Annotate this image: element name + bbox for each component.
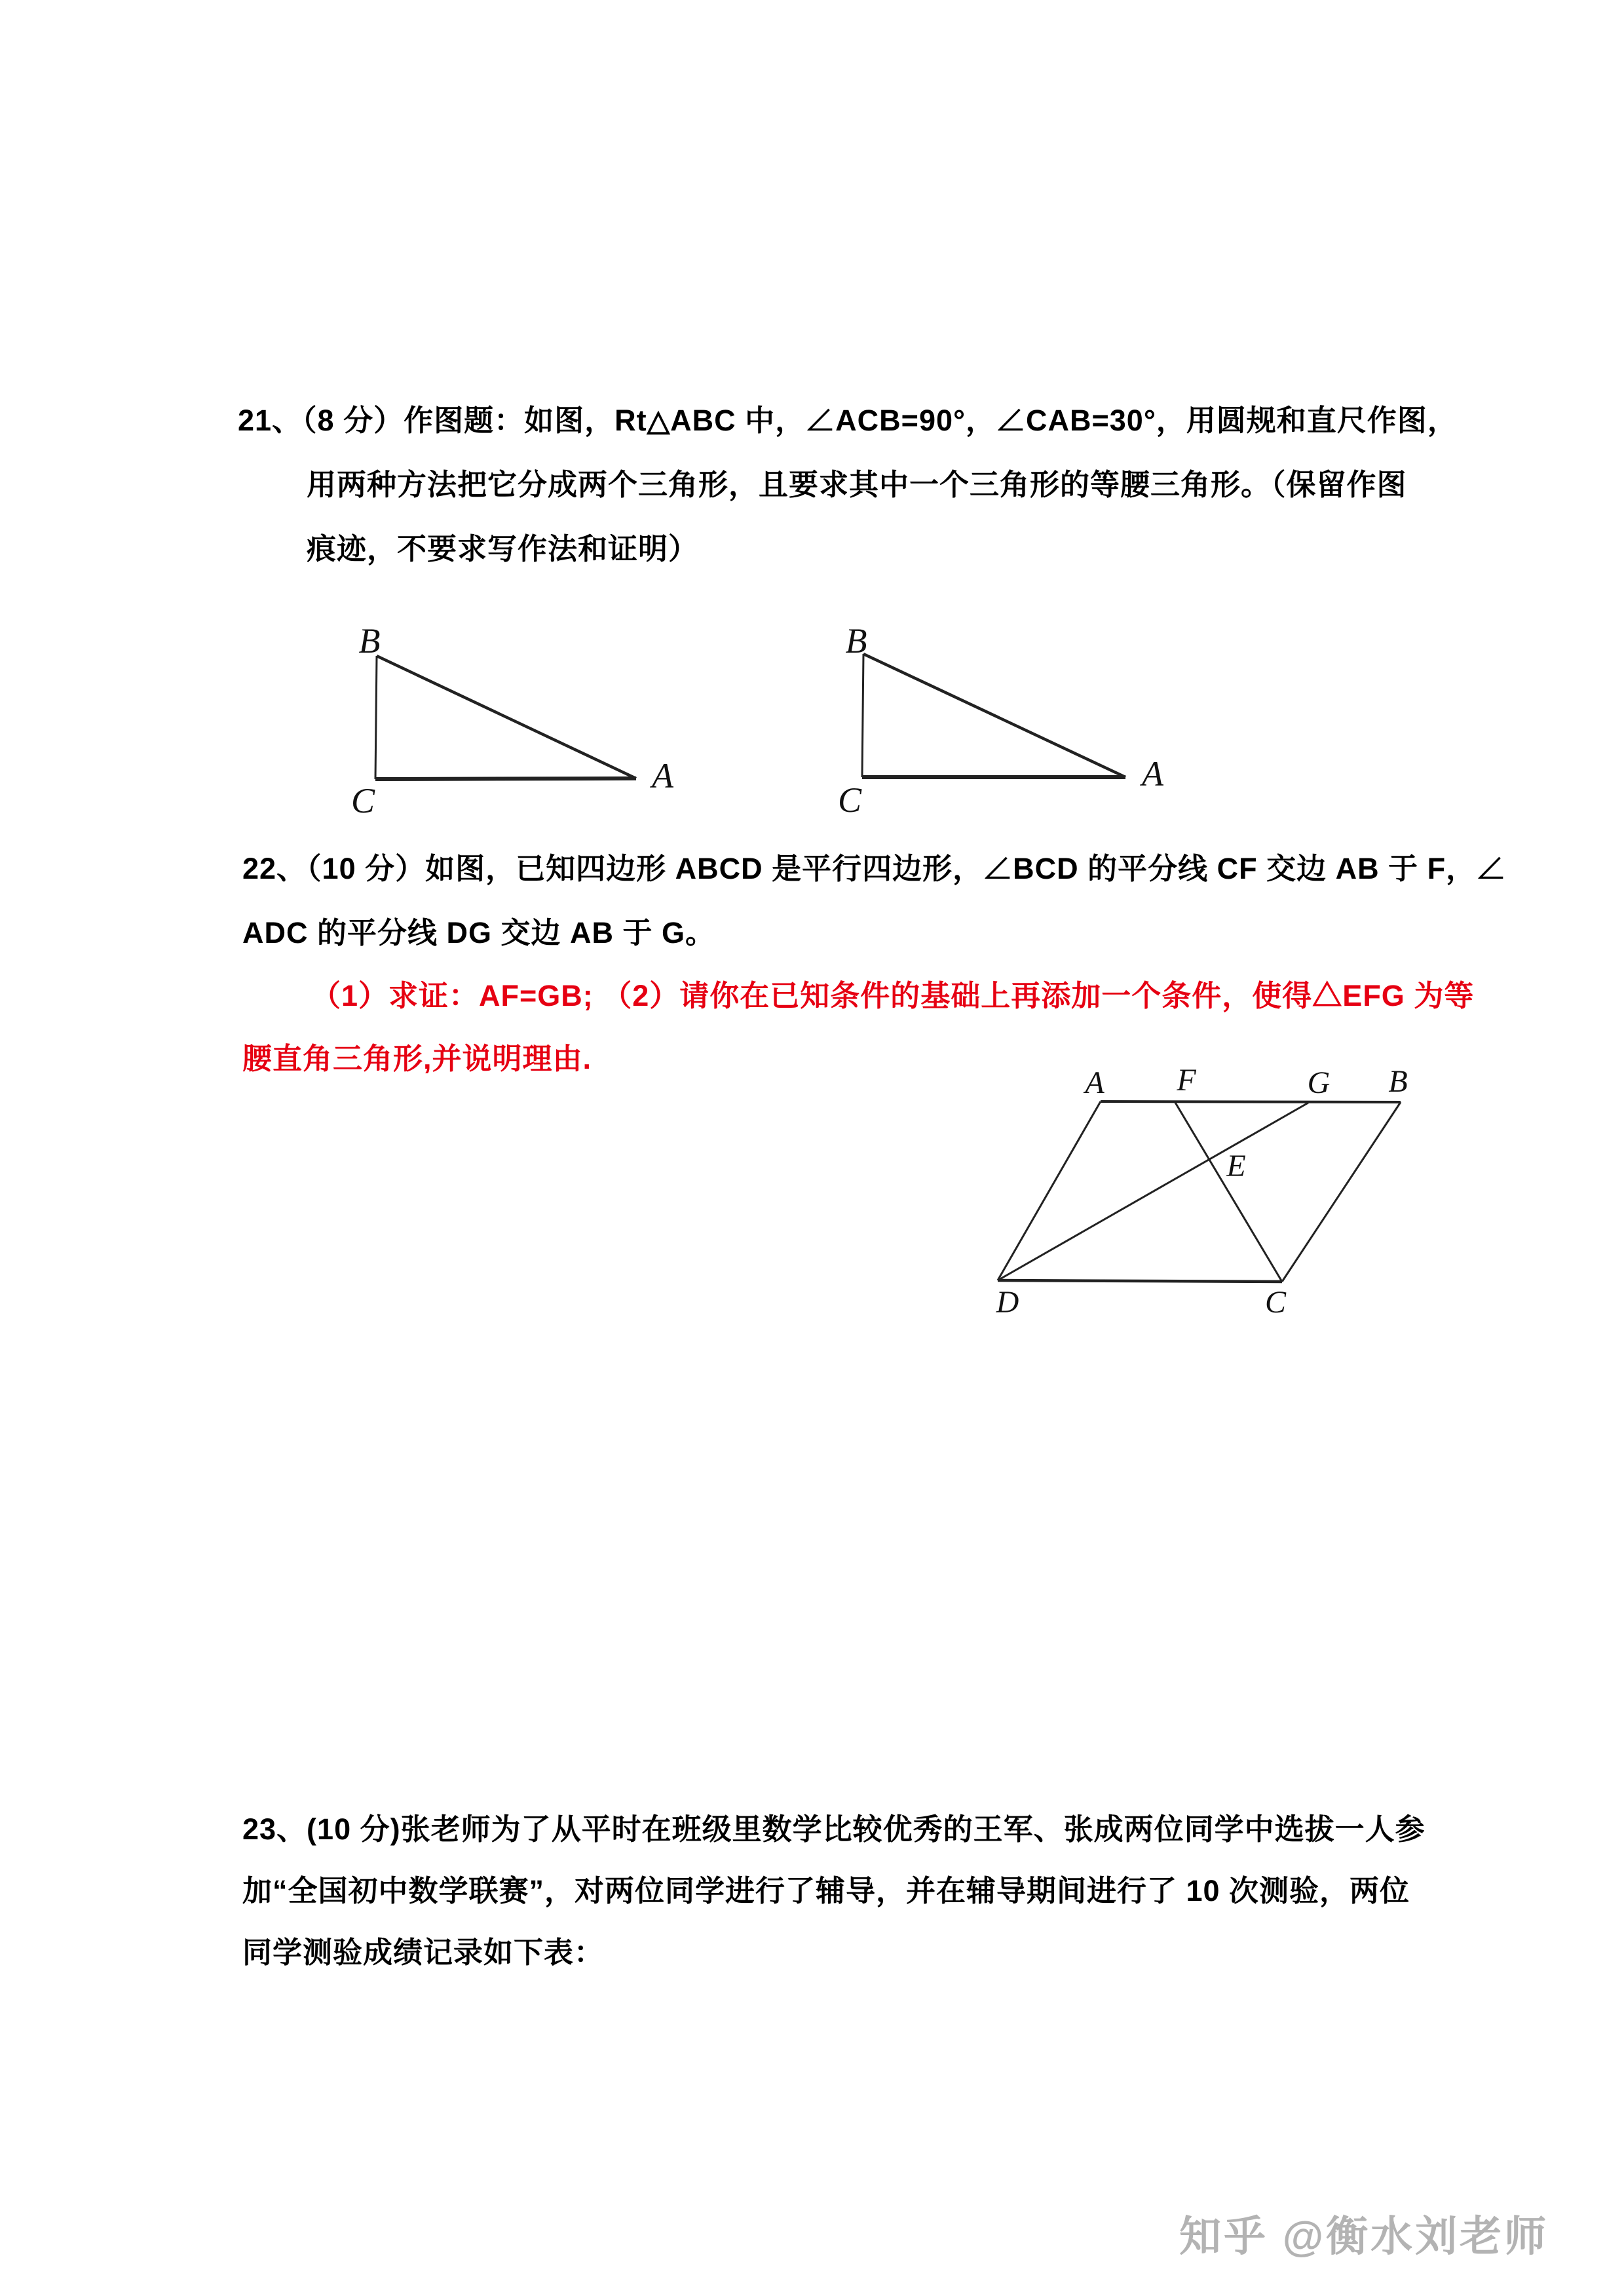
point-label-f: F: [1177, 1063, 1196, 1098]
triangle-left-side-ca: [375, 778, 636, 779]
triangle-right-side-bc: [862, 654, 863, 777]
point-label-g: G: [1307, 1065, 1331, 1100]
question-22-subquestions-red-line-2: 腰直角三角形,并说明理由.: [242, 1042, 592, 1075]
question-21-line-2: 用两种方法把它分成两个三角形，且要求其中一个三角形的等腰三角形。（保留作图: [307, 468, 1407, 501]
question-23-line-3: 同学测验成绩记录如下表：: [242, 1936, 605, 1969]
triangle-left: [351, 621, 674, 820]
question-21-line-3: 痕迹，不要求写作法和证明）: [307, 532, 699, 565]
question-23-line-1: 23、(10 分)张老师为了从平时在班级里数学比较优秀的王军、张成两位同学中选拔一人参: [242, 1812, 1426, 1846]
q21-construction-figure: [328, 609, 1179, 826]
q22-parallelogram-figure: [943, 1058, 1454, 1333]
question-22-subquestions-red-line-1: （1）求证：AF=GB; （2）请你在已知条件的基础上再添加一个条件，使得△EFG 为等: [311, 979, 1475, 1012]
question-23-line-2: 加“全国初中数学联赛”，对两位同学进行了辅导，并在辅导期间进行了 10 次测验，两位: [242, 1874, 1410, 1907]
vertex-label-b: B: [845, 621, 867, 660]
vertex-label-c: C: [350, 781, 375, 820]
parallelogram-side-ab: [1101, 1101, 1401, 1102]
triangle-right-hypotenuse-ba: [863, 654, 1125, 777]
vertex-label-a: A: [1142, 754, 1163, 794]
vertex-label-b: B: [358, 621, 381, 660]
bisector-cf: [1175, 1101, 1282, 1282]
triangle-right: [838, 621, 1164, 820]
parallelogram-side-bc: [1282, 1102, 1401, 1282]
vertex-label-c: C: [1264, 1285, 1287, 1320]
vertex-label-c: C: [837, 780, 862, 820]
point-label-e: E: [1226, 1149, 1246, 1183]
vertex-label-a: A: [1085, 1065, 1105, 1100]
vertex-label-a: A: [652, 756, 673, 795]
vertex-label-d: D: [996, 1285, 1019, 1320]
triangle-left-side-bc: [375, 656, 377, 779]
triangle-left-hypotenuse-ba: [377, 656, 636, 778]
question-22-line-2: ADC 的平分线 DG 交边 AB 于 G。: [242, 916, 716, 949]
vertex-label-b: B: [1388, 1064, 1408, 1099]
parallelogram-side-dc: [998, 1280, 1282, 1282]
question-21-line-1: 21、（8 分）作图题：如图，Rt△ABC 中，∠ACB=90°，∠CAB=30°，用圆规和直尺作图，: [238, 404, 1458, 437]
bisector-dg: [998, 1103, 1308, 1280]
question-22-line-1: 22、（10 分）如图，已知四边形 ABCD 是平行四边形，∠BCD 的平分线 CF 交边 AB 于 F，∠: [242, 852, 1507, 885]
zhihu-watermark: 知乎 @衡水刘老师: [1179, 2213, 1549, 2260]
parallelogram-side-ad: [998, 1101, 1101, 1280]
